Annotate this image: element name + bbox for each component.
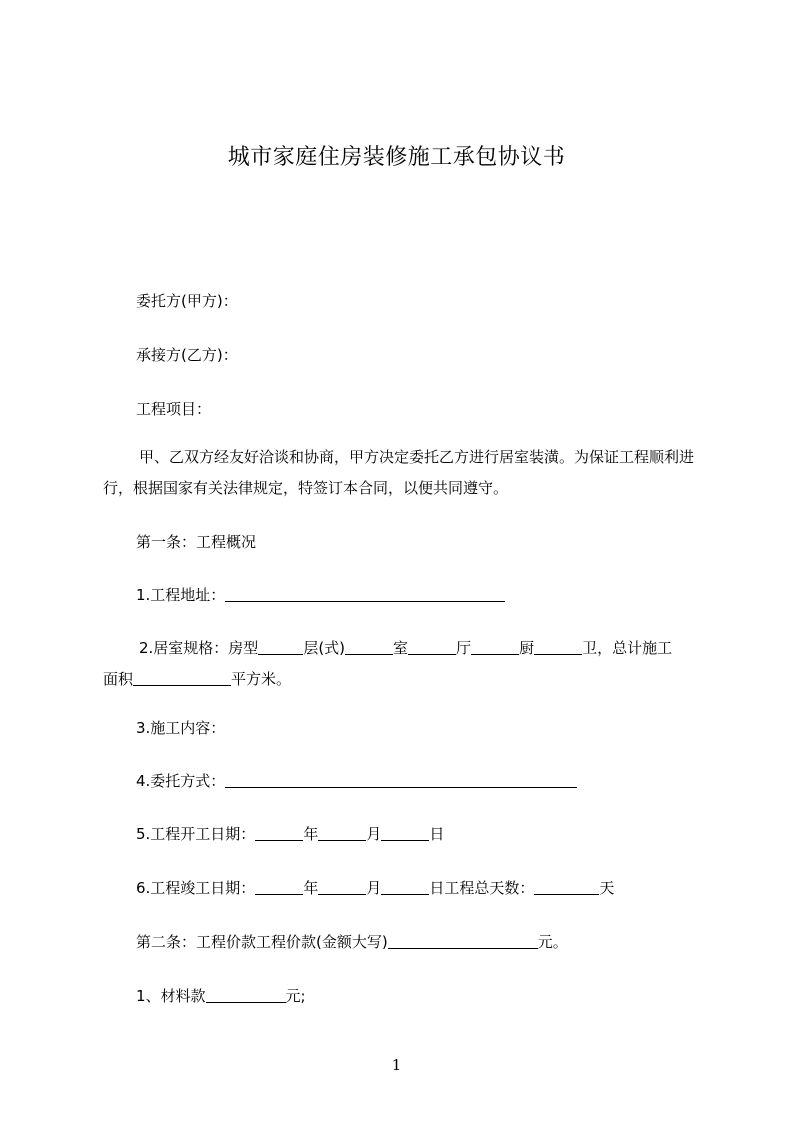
item6-line [136,878,614,898]
item5-day: 日 [429,825,445,843]
material-line [136,986,306,1006]
material-amount-blank[interactable] [206,987,286,1003]
item1-label: 1.工程地址： [136,586,226,604]
start-year-blank[interactable] [255,825,303,841]
party-b-label: 承接方(乙方)： [136,346,238,364]
intro-paragraph [103,442,703,504]
item5-label: 5.工程开工日期： [136,825,256,843]
total-days-blank[interactable] [534,879,599,895]
page-number: 1 [391,1056,402,1074]
item2-paragraph [103,633,703,695]
item6-year: 年 [303,879,319,897]
address-blank[interactable] [225,586,505,602]
party-a-label: 委托方(甲方)： [136,292,238,310]
item3-label: 3.施工内容： [136,719,226,737]
article2-line [136,932,568,952]
item2-area-prefix: 面积 [103,670,134,688]
project-label: 工程项目： [136,400,212,418]
item2-floor: 层(式) [303,639,346,657]
intro-text: 甲、乙双方经友好洽谈和协商，甲方决定委托乙方进行居室装潢。为保证工程顺利进行，根据国家有关法律规定，特签订本合同，以便共同遵守。 [103,448,695,497]
start-month-blank[interactable] [318,825,366,841]
article2-text: 第二条：工程价款工程价款(金额大写) [136,933,388,951]
document-title: 城市家庭住房装修施工承包协议书 [227,145,566,170]
item5-line [136,824,444,844]
room-blank[interactable] [408,639,456,655]
item6-day-total: 日工程总天数： [429,879,535,897]
item2-kitchen: 厨 [519,639,535,657]
item4-label: 4.委托方式： [136,772,226,790]
item2-label: 2.居室规格：房型 [139,639,259,657]
item2-area-suffix: 平方米。 [231,670,292,688]
item4-line [136,771,577,791]
price-amount-blank[interactable] [388,933,538,949]
article1-heading: 第一条：工程概况 [136,533,257,551]
item5-month: 月 [366,825,382,843]
article2-unit: 元。 [537,933,568,951]
start-day-blank[interactable] [381,825,429,841]
material-unit: 元; [285,987,306,1005]
item6-month: 月 [366,879,382,897]
area-blank[interactable] [133,670,231,686]
floor-blank[interactable] [345,639,393,655]
item2-room: 室 [393,639,409,657]
item6-days: 天 [599,879,615,897]
hall-blank[interactable] [471,639,519,655]
item1-line [136,585,505,605]
item5-year: 年 [303,825,319,843]
kitchen-blank[interactable] [534,639,582,655]
commission-method-blank[interactable] [225,772,577,788]
item2-bath: 卫，总计施工 [582,639,673,657]
end-year-blank[interactable] [255,879,303,895]
material-label: 1、材料款 [136,987,206,1005]
end-month-blank[interactable] [318,879,366,895]
item2-hall: 厅 [456,639,472,657]
item6-label: 6.工程竣工日期： [136,879,256,897]
house-type-blank[interactable] [258,639,303,655]
end-day-blank[interactable] [381,879,429,895]
